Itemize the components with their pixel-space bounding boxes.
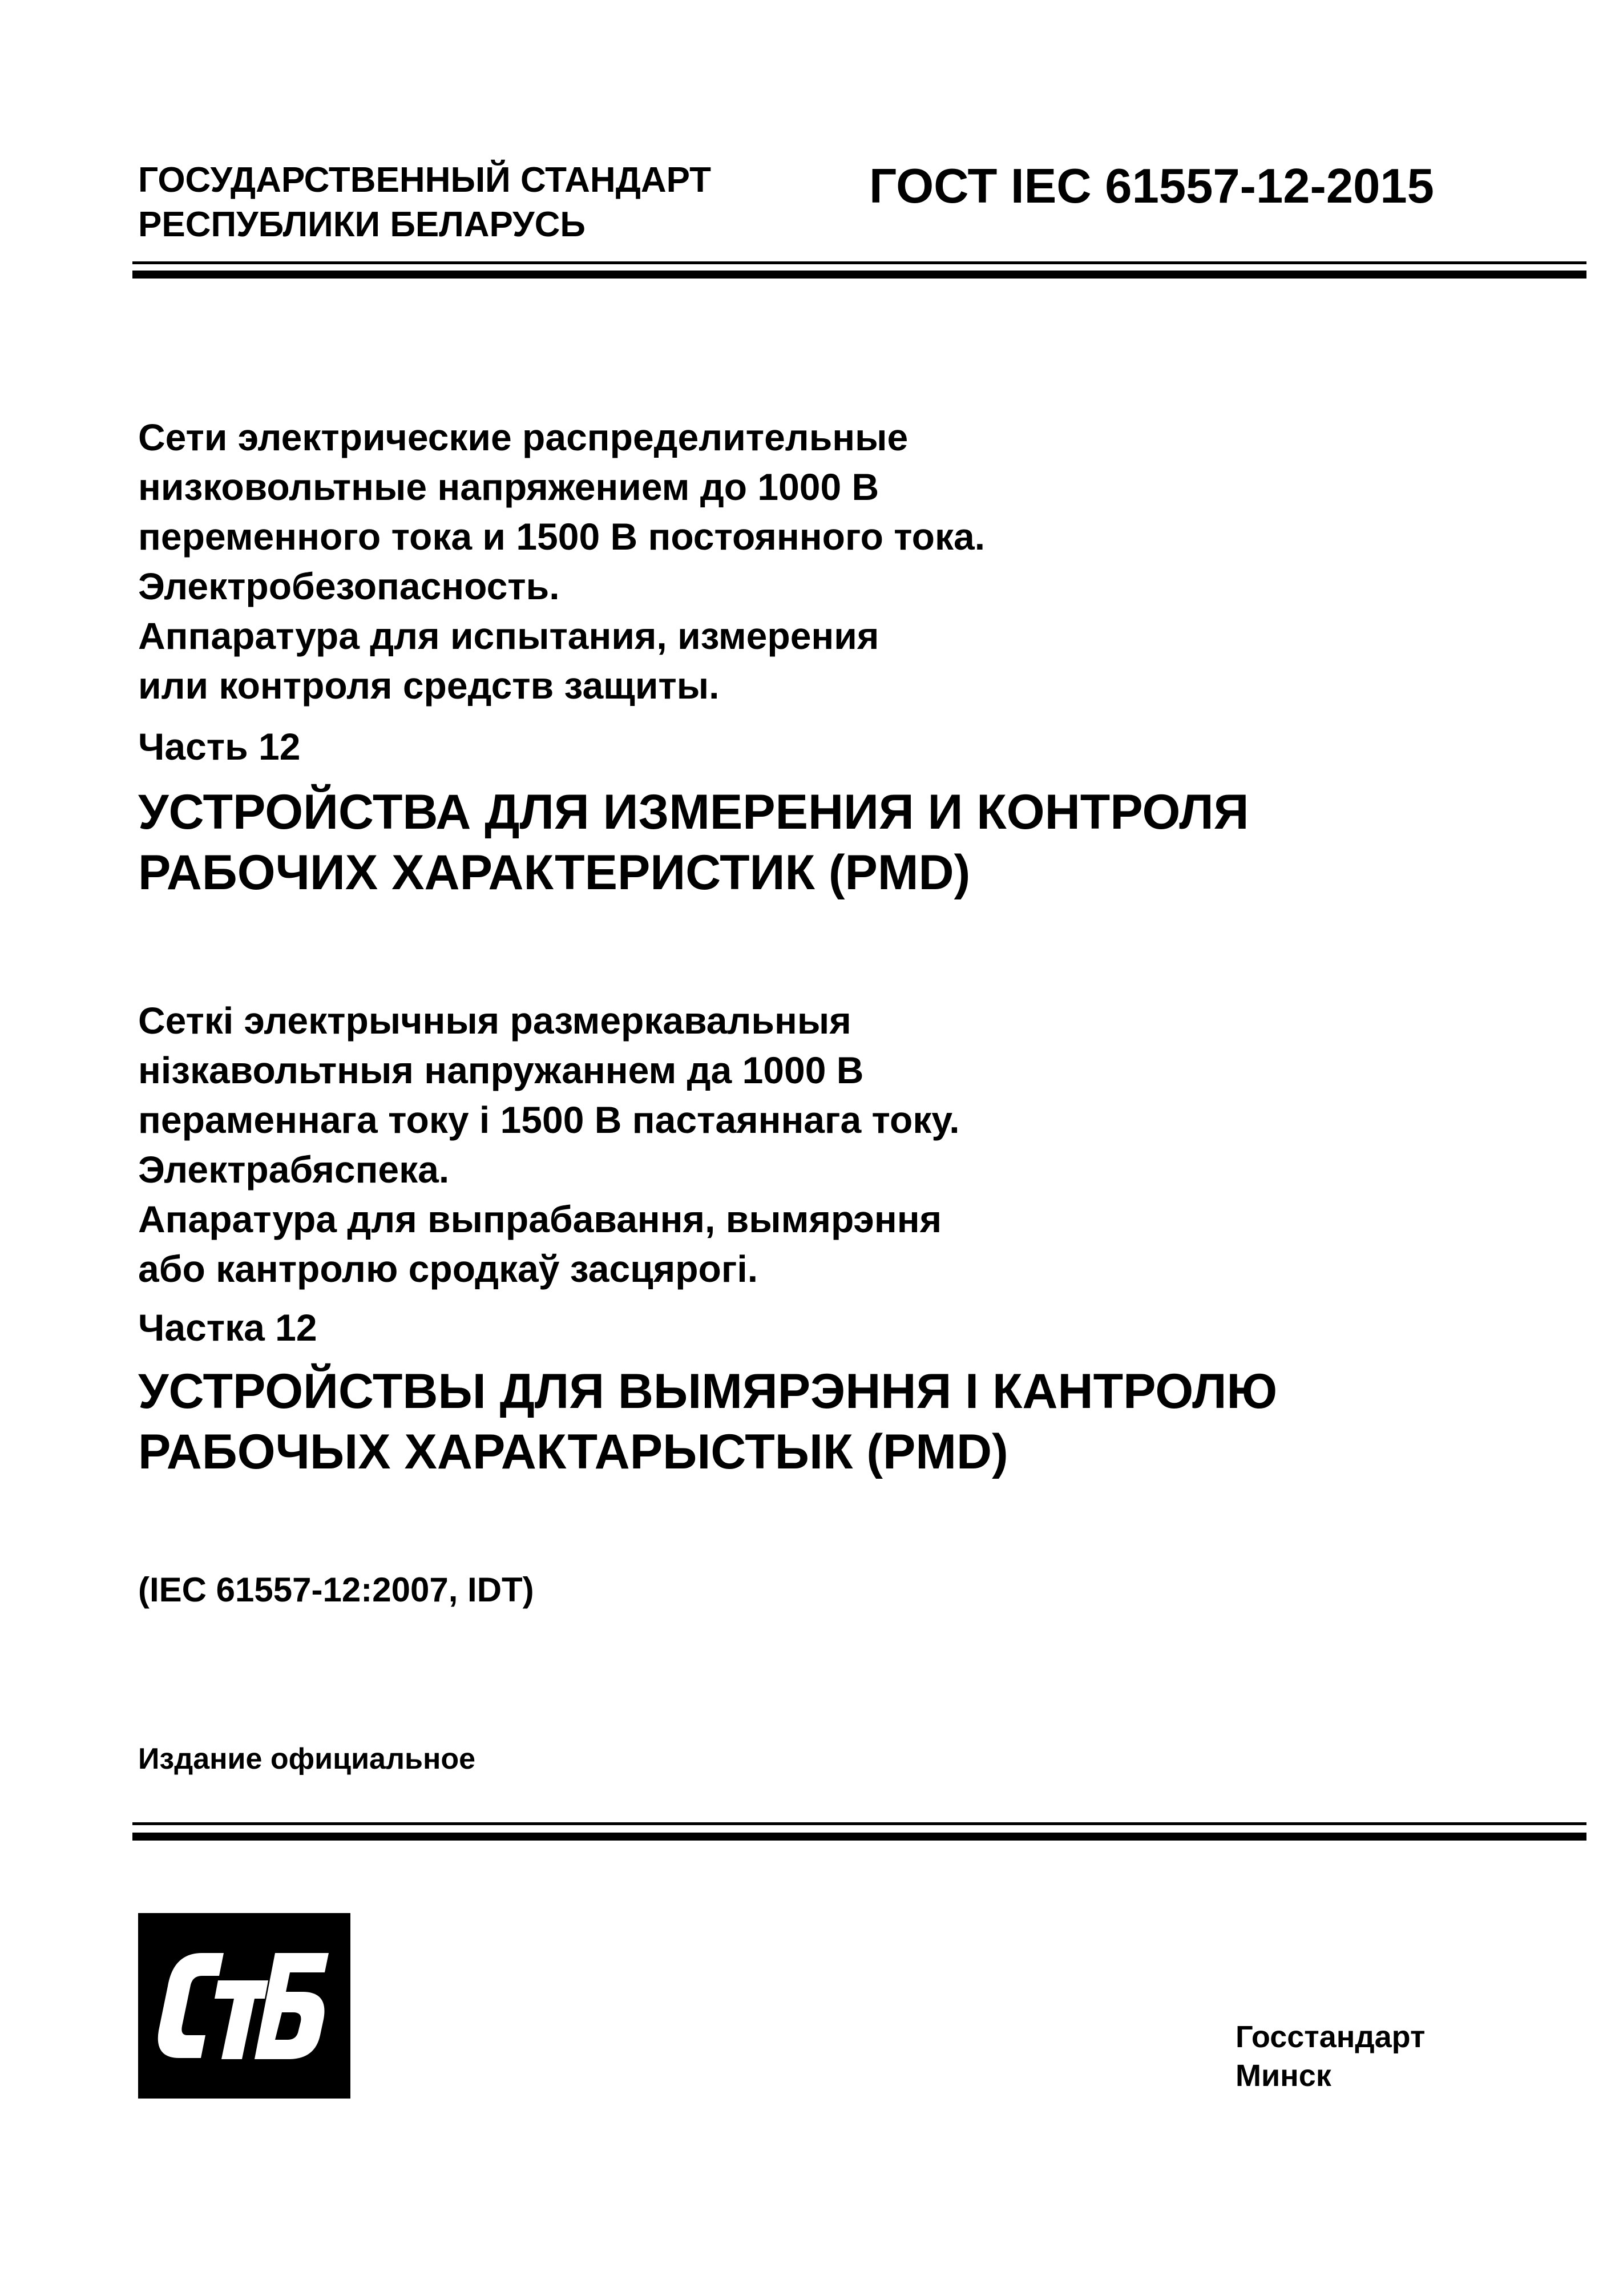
russian-part-title — [138, 782, 1249, 903]
issuing-body — [138, 158, 711, 247]
stb-logo — [138, 1913, 350, 2099]
belarusian-title-line: Сеткі электрычныя размеркавальныя — [138, 999, 851, 1042]
belarusian-title-line: пераменнага току і 1500 В пастаяннага току. — [138, 1099, 960, 1141]
russian-title — [138, 413, 985, 711]
belarusian-title — [138, 996, 960, 1294]
issuing-body-line2: РЕСПУБЛИКИ БЕЛАРУСЬ — [138, 205, 586, 244]
belarusian-part-label: Частка 12 — [138, 1306, 317, 1349]
header-rule-thin — [132, 261, 1586, 264]
russian-part-title-line: РАБОЧИХ ХАРАКТЕРИСТИК (PMD) — [138, 845, 971, 900]
belarusian-part-title-line: РАБОЧЫХ ХАРАКТАРЫСТЫК (PMD) — [138, 1425, 1008, 1479]
belarusian-part-title — [138, 1361, 1277, 1482]
russian-title-line: переменного тока и 1500 В постоянного тока. — [138, 515, 986, 558]
russian-part-label: Часть 12 — [138, 725, 301, 768]
russian-title-line: Аппаратура для испытания, измерения — [138, 615, 879, 657]
belarusian-title-line: Электрабяспека. — [138, 1148, 450, 1191]
belarusian-title-line: Апаратура для выпрабавання, вымярэння — [138, 1198, 942, 1240]
footer-rule-thin — [132, 1822, 1586, 1825]
publisher-city: Минск — [1236, 2059, 1331, 2093]
iec-reference: (IEC 61557-12:2007, IDT) — [138, 1571, 534, 1609]
russian-title-line: Сети электрические распределительные — [138, 416, 909, 458]
russian-title-line: Электробезопасность. — [138, 565, 560, 607]
header-rule-thick — [132, 271, 1586, 279]
issuing-body-line1: ГОСУДАРСТВЕННЫЙ СТАНДАРТ — [138, 160, 712, 200]
russian-title-line: низковольтные напряжением до 1000 В — [138, 466, 879, 508]
publisher — [1236, 2017, 1425, 2095]
belarusian-title-line: або кантролю сродкаў засцярогі. — [138, 1248, 758, 1290]
russian-part-title-line: УСТРОЙСТВА ДЛЯ ИЗМЕРЕНИЯ И КОНТРОЛЯ — [138, 785, 1249, 840]
russian-title-line: или контроля средств защиты. — [138, 664, 720, 707]
belarusian-title-line: нізкавольтныя напружаннем да 1000 В — [138, 1049, 864, 1091]
standard-designation: ГОСТ IEC 61557-12-2015 — [869, 159, 1434, 213]
edition-note: Издание официальное — [138, 1742, 476, 1776]
publisher-name: Госстандарт — [1236, 2020, 1426, 2054]
footer-rule-thick — [132, 1833, 1586, 1841]
stb-logo-icon — [138, 1913, 350, 2099]
belarusian-part-title-line: УСТРОЙСТВЫ ДЛЯ ВЫМЯРЭННЯ І КАНТРОЛЮ — [138, 1364, 1278, 1419]
